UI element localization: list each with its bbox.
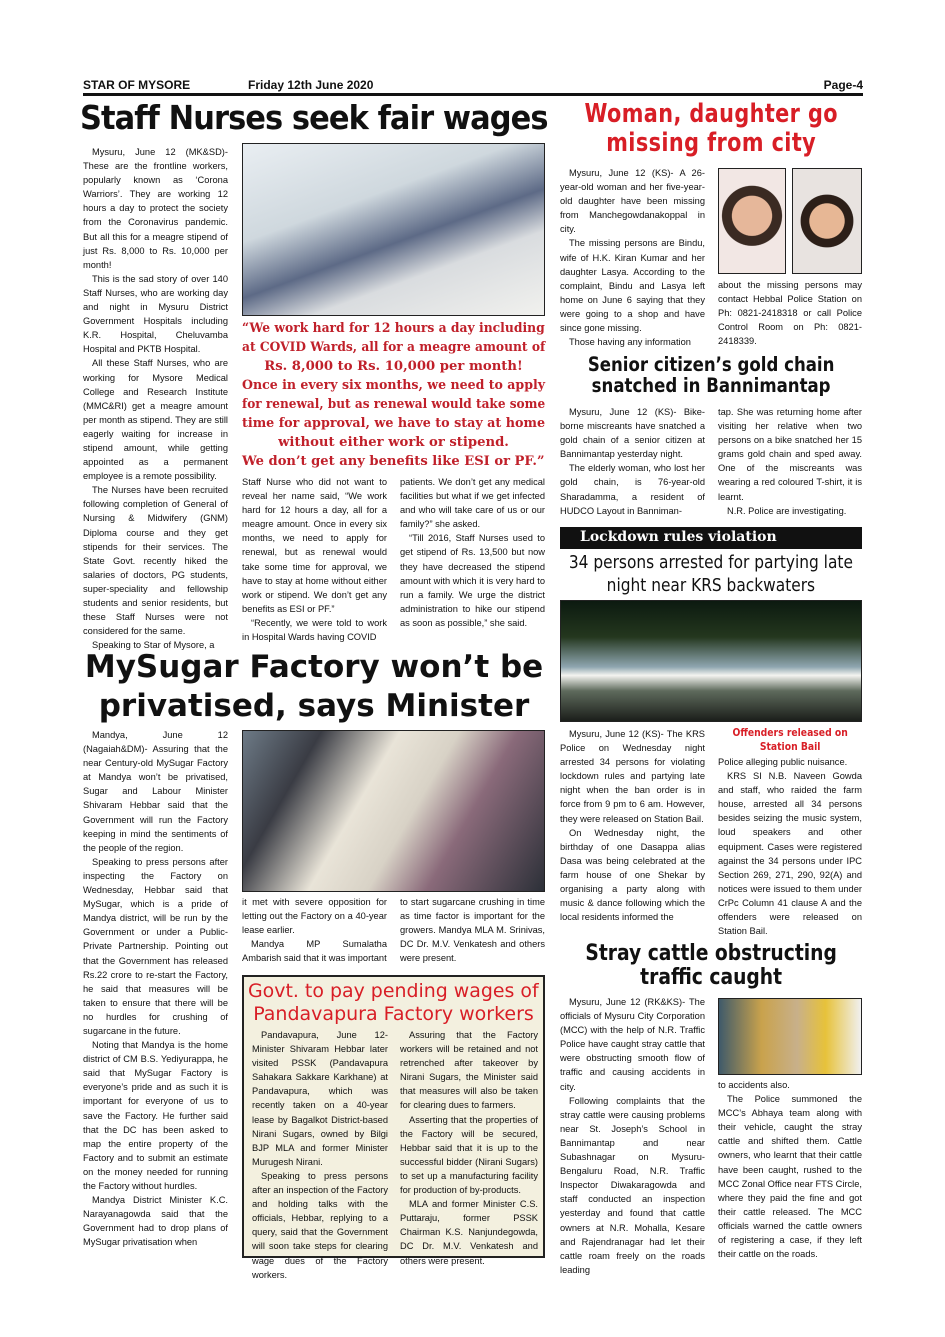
masthead <box>83 77 863 96</box>
quote-line: time for approval, we have to stay at home <box>242 416 546 431</box>
cattle-headline: Stray cattle obstructing traffic caught <box>585 941 837 991</box>
paragraph: Following complaints that the stray cattle were causing problems near St. Joseph’s School in Bannimantap and near Subashnagar on Mysuru-Bengaluru Road, N.R. Traffic Inspector Diwakaragowda and staff conducted an inspection yesterday and found that cattle owners at N.R. Mohalla, Kesare and Rajendranagar had let their cattle roam freely on the roads leading <box>560 1095 705 1275</box>
quote-line: We don’t get any benefits like ESI or PF.” <box>242 454 545 469</box>
krs-col2 <box>718 755 862 939</box>
paragraph: Speaking to press persons after inspecting the Factory on Wednesday, Hebbar said that MySugar, which is a pride of Mandya district, will be run by the Government or under a Public-Private Partnership. Pointing out that the Government has released Rs.22 crore to re-start the Factory, he said that measures will be taken to ensure that there will be no hurdles for crushing of sugarcane in the future. <box>83 856 228 1036</box>
paragraph: patients. We don’t get any medical facilities but what if we get infected and who will take care of us or our family?” she asked. <box>400 477 545 530</box>
paragraph: “Recently, we were told to work in Hospital Wards having COVID <box>242 617 387 643</box>
paragraph: The missing persons are Bindu, wife of H.K. Kiran Kumar and her daughter Lasya. According to the complaint, Bindu and Lasya left home on June 6 saying that they were going to a shop and have since gone missing. <box>560 238 705 334</box>
paragraph: Mysuru, June 12 (KS)- The KRS Police on Wednesday night arrested 34 persons for violating lockdown rules and partying late night when the ban order is in force from 9 pm to 6 am. However, they were released on Station Bail. <box>560 729 705 824</box>
paragraph: Speaking to press persons after an inspection of the Factory and holding talks with the officials, Hebbar, replying to a query, said that the Government will soon take steps for clearing wage dues of the Factory workers. <box>252 1170 388 1280</box>
paragraph: to accidents also. <box>718 1080 790 1090</box>
paragraph: Asserting that the properties of the Factory will be secured, Hebbar said that it is up to the successful bidder (Nirani Sugars) to set up a manufacturing facility for production of by-products. <box>400 1114 538 1196</box>
quote-line: “We work hard for 12 hours a day including <box>242 321 545 336</box>
quote-line: without either work or stipend. <box>278 435 509 450</box>
issue-date: Friday 12th June 2020 <box>248 78 374 92</box>
headline-line: Pandavapura Factory workers <box>253 1003 534 1025</box>
woman-photo <box>718 168 786 274</box>
missing-col2 <box>718 278 862 348</box>
party-photo <box>560 600 862 722</box>
quote-line: Once in every six months, we need to apply <box>242 378 546 393</box>
cattle-col2 <box>718 1078 862 1263</box>
headline-line: MySugar Factory won’t be <box>84 649 544 685</box>
chain-col2 <box>718 405 862 519</box>
krs-subhead: Offenders released on Station Bail <box>732 727 848 753</box>
quote-line: at COVID Wards, all for a meagre amount of <box>242 340 546 355</box>
paragraph: MLA and former Minister C.S. Puttaraju, former PSSK Chairman K.S. Nanjundegowda, DC Dr. M.V. Venkatesh and others were present. <box>400 1199 538 1266</box>
headline-line: Govt. to pay pending wages of <box>248 980 539 1002</box>
paragraph: Noting that Mandya is the home district of CM B.S. Yediyurappa, he said that MySugar Factory is everyone’s pride and as such it is important for everyone of us to save the Factory. He further said that the DC has been asked to map the entire property of the Factory and to submit an estimate on the money needed for running the Factory without hurdles. <box>83 1040 228 1191</box>
paragraph: All these Staff Nurses, who are working for Mysore Medical College and Research Institute (MMC&RI) get a meagre amount per month as stipend. They are still eagerly waiting for increase in stipend amount, while getting appointed as a permanent employee is a remote possibility. <box>83 358 228 482</box>
nurses-headline-wrap <box>80 100 548 136</box>
chain-headline: Senior citizen’s gold chain snatched in Bannimantap <box>587 353 835 398</box>
nurse-pull-quote <box>242 319 545 471</box>
paragraph: Mandya District Minister K.C. Narayanagowda said that the Government had to drop plans of MySugar privatisation when <box>83 1195 228 1248</box>
paragraph: This is the sad story of over 140 Staff Nurses, who are working day and night in Mysuru District Government Hospitals including K.R. Hospital, Cheluvamba Hospital and PKTB Hospital. <box>83 273 228 355</box>
nurse-photo <box>242 143 545 316</box>
paragraph: to start sugarcane crushing in time as time factor is important for the growers. Mandya MLA M. Srinivas, DC Dr. M.V. Venkatesh and others were present. <box>400 897 545 964</box>
paragraph: Pandavapura, June 12- Minister Shivaram Hebbar later visited PSSK (Pandavapura Sahakara Sakkare Karkhane) at Pandavapura, which was recently taken on a 40-year lease by Bagalkot District-based Nirani Sugars, owned by Bilgi BJP MLA and former Minister Murugesh Nirani. <box>252 1030 388 1167</box>
paragraph: Staff Nurse who did not want to reveal her name said, “We work hard for 12 hours a day, all for a meagre amount. Once in every six months, we need to apply for renewal, but as renewal would take some time for approval, we have to stay at home without either work or stipend. We don’t get any benefits as ESI or PF.” <box>242 477 387 614</box>
kicker-bar: Lockdown rules violation <box>560 527 862 549</box>
paragraph: Mandya MP Sumalatha Ambarish said that it was important <box>242 939 387 964</box>
mysugar-col2 <box>242 895 387 967</box>
paragraph: tap. She was returning home after visiting her relative when two persons on a bike snatched her 15 grams gold chain and sped away. One of the miscreants was wearing a red coloured T-shirt, it is learnt. <box>718 407 862 502</box>
paragraph: On Wednesday night, the birthday of one Dasappa alias Dasa was being celebrated at the farm house of one Shekar by organising a party along with music & dance following which the local residents informed the <box>560 827 705 923</box>
page-number: Page-4 <box>823 78 863 92</box>
mysugar-col1 <box>83 728 228 1263</box>
cattle-col1 <box>560 995 705 1275</box>
nurses-headline: Staff Nurses seek fair wages <box>80 98 548 137</box>
mysugar-headline <box>80 648 548 726</box>
krs-col1 <box>560 727 705 939</box>
paragraph: The Police summoned the MCC’s Abhaya team along with their vehicle, caught the stray cattle and shifted them. Cattle owners, who learnt that their cattle have been caught, rushed to the MCC Zonal Office near FTS Circle, where they paid the fine and got their cattle released. The MCC officials warned the cattle owners of registering a case, if they left their cattle on the roads. <box>718 1094 862 1260</box>
pandavapura-col1 <box>252 1028 388 1280</box>
nurses-col3 <box>400 475 545 643</box>
pandavapura-headline <box>248 980 539 1026</box>
quote-line: Rs. 8,000 to Rs. 10,000 per month! <box>264 359 523 374</box>
paragraph: Police alleging public nuisance. <box>718 757 848 767</box>
paragraph: Those having any information <box>569 337 691 348</box>
paragraph: N.R. Police are investigating. <box>727 505 847 516</box>
paragraph: Speaking to Star of Mysore, a <box>92 640 215 651</box>
paragraph: KRS SI N.B. Naveen Gowda and staff, who raided the farm house, arrested all 34 persons besides seizing the music system, loud speakers and other equipment. Cases were registered against the 34 persons under IPC Section 269, 271, 290, 92(A) and notices were issued to them under CrPc Column 41 clause A and the offenders were released on Station Bail. <box>718 771 862 937</box>
paragraph: The Nurses have been recruited following completion of General of Nursing & Midwifery (GNM) Diploma course and they get stipends for their services. The State Govt. recently hiked the salaries of doctors, PG students, super-speciality and fellowship students and senior residents, but these Staff Nurses were not considered for the same. <box>83 485 228 637</box>
chain-col1 <box>560 405 705 519</box>
headline-line: privatised, says Minister <box>98 688 530 724</box>
paragraph: it met with severe opposition for letting out the Factory on a 40-year lease earlier. <box>242 897 387 936</box>
paragraph: Mysuru, June 12 (RK&KS)- The officials of Mysuru City Corporation (MCC) with the help of N.R. Traffic Police have caught stray cattle that were obstructing smooth flow of traffic and causing accidents in city. <box>560 997 705 1092</box>
daughter-photo <box>792 168 862 274</box>
krs-headline: 34 persons arrested for partying late night near KRS backwaters <box>568 553 853 596</box>
missing-col1 <box>560 166 705 348</box>
paragraph: about the missing persons may contact Hebbal Police Station on Ph: 0821-2418318 or call Police Control Room on Ph: 0821-2418339. <box>718 280 862 347</box>
paragraph: Assuring that the Factory workers will be retained and not retrenched after takeover by Nirani Sugars, the Minister said that measures will also be taken for clearing dues to farmers. <box>400 1030 538 1111</box>
pandavapura-box <box>242 975 545 1280</box>
paragraph: The elderly woman, who lost her gold chain, is 76-year-old Sharadamma, a resident of HUDCO Layout in Banniman- <box>560 463 705 516</box>
quote-line: for renewal, but as renewal would take some <box>242 397 546 412</box>
paragraph: “Till 2016, Staff Nurses used to get stipend of Rs. 13,500 but now they have decreased the stipend amount with which it is very hard to run a family. We urge the district administration to hike our stipend as soon as possible,” she said. <box>400 533 545 628</box>
missing-headline: Woman, daughter go missing from city <box>584 99 838 158</box>
pandavapura-col2 <box>400 1028 538 1266</box>
nurses-col2 <box>242 475 387 643</box>
paragraph: Mysuru, June 12 (MK&SD)- These are the frontline workers, popularly known as ‘Corona Warriors’. They are working 12 hours a day to protect the society from the Coronavirus pandemic. But all this for a meagre stipend of just Rs. 8,000 to Rs. 10,000 per month! <box>83 147 228 270</box>
minister-photo <box>242 730 545 892</box>
paragraph: Mysuru, June 12 (KS)- A 26-year-old woman and her five-year-old daughter have been missing from Manchegowdanakoppal in city. <box>560 168 705 235</box>
cattle-photo <box>718 998 862 1075</box>
paragraph: Mysuru, June 12 (KS)- Bike-borne miscreants have snatched a gold chain of a senior citizen at Bannimantap yesterday night. <box>560 407 705 460</box>
paragraph: Mandya, June 12 (Nagaiah&DM)- Assuring that the near Century-old MySugar Factory at Mandya won’t be privatised, Sugar and Labour Minister Shivaram Hebbar said that the Government will run the Factory keeping in mind the sentiments of the people of the region. <box>83 730 228 853</box>
paper-name: STAR OF MYSORE <box>83 78 191 92</box>
mysugar-col3 <box>400 895 545 967</box>
nurses-col1 <box>83 145 228 651</box>
